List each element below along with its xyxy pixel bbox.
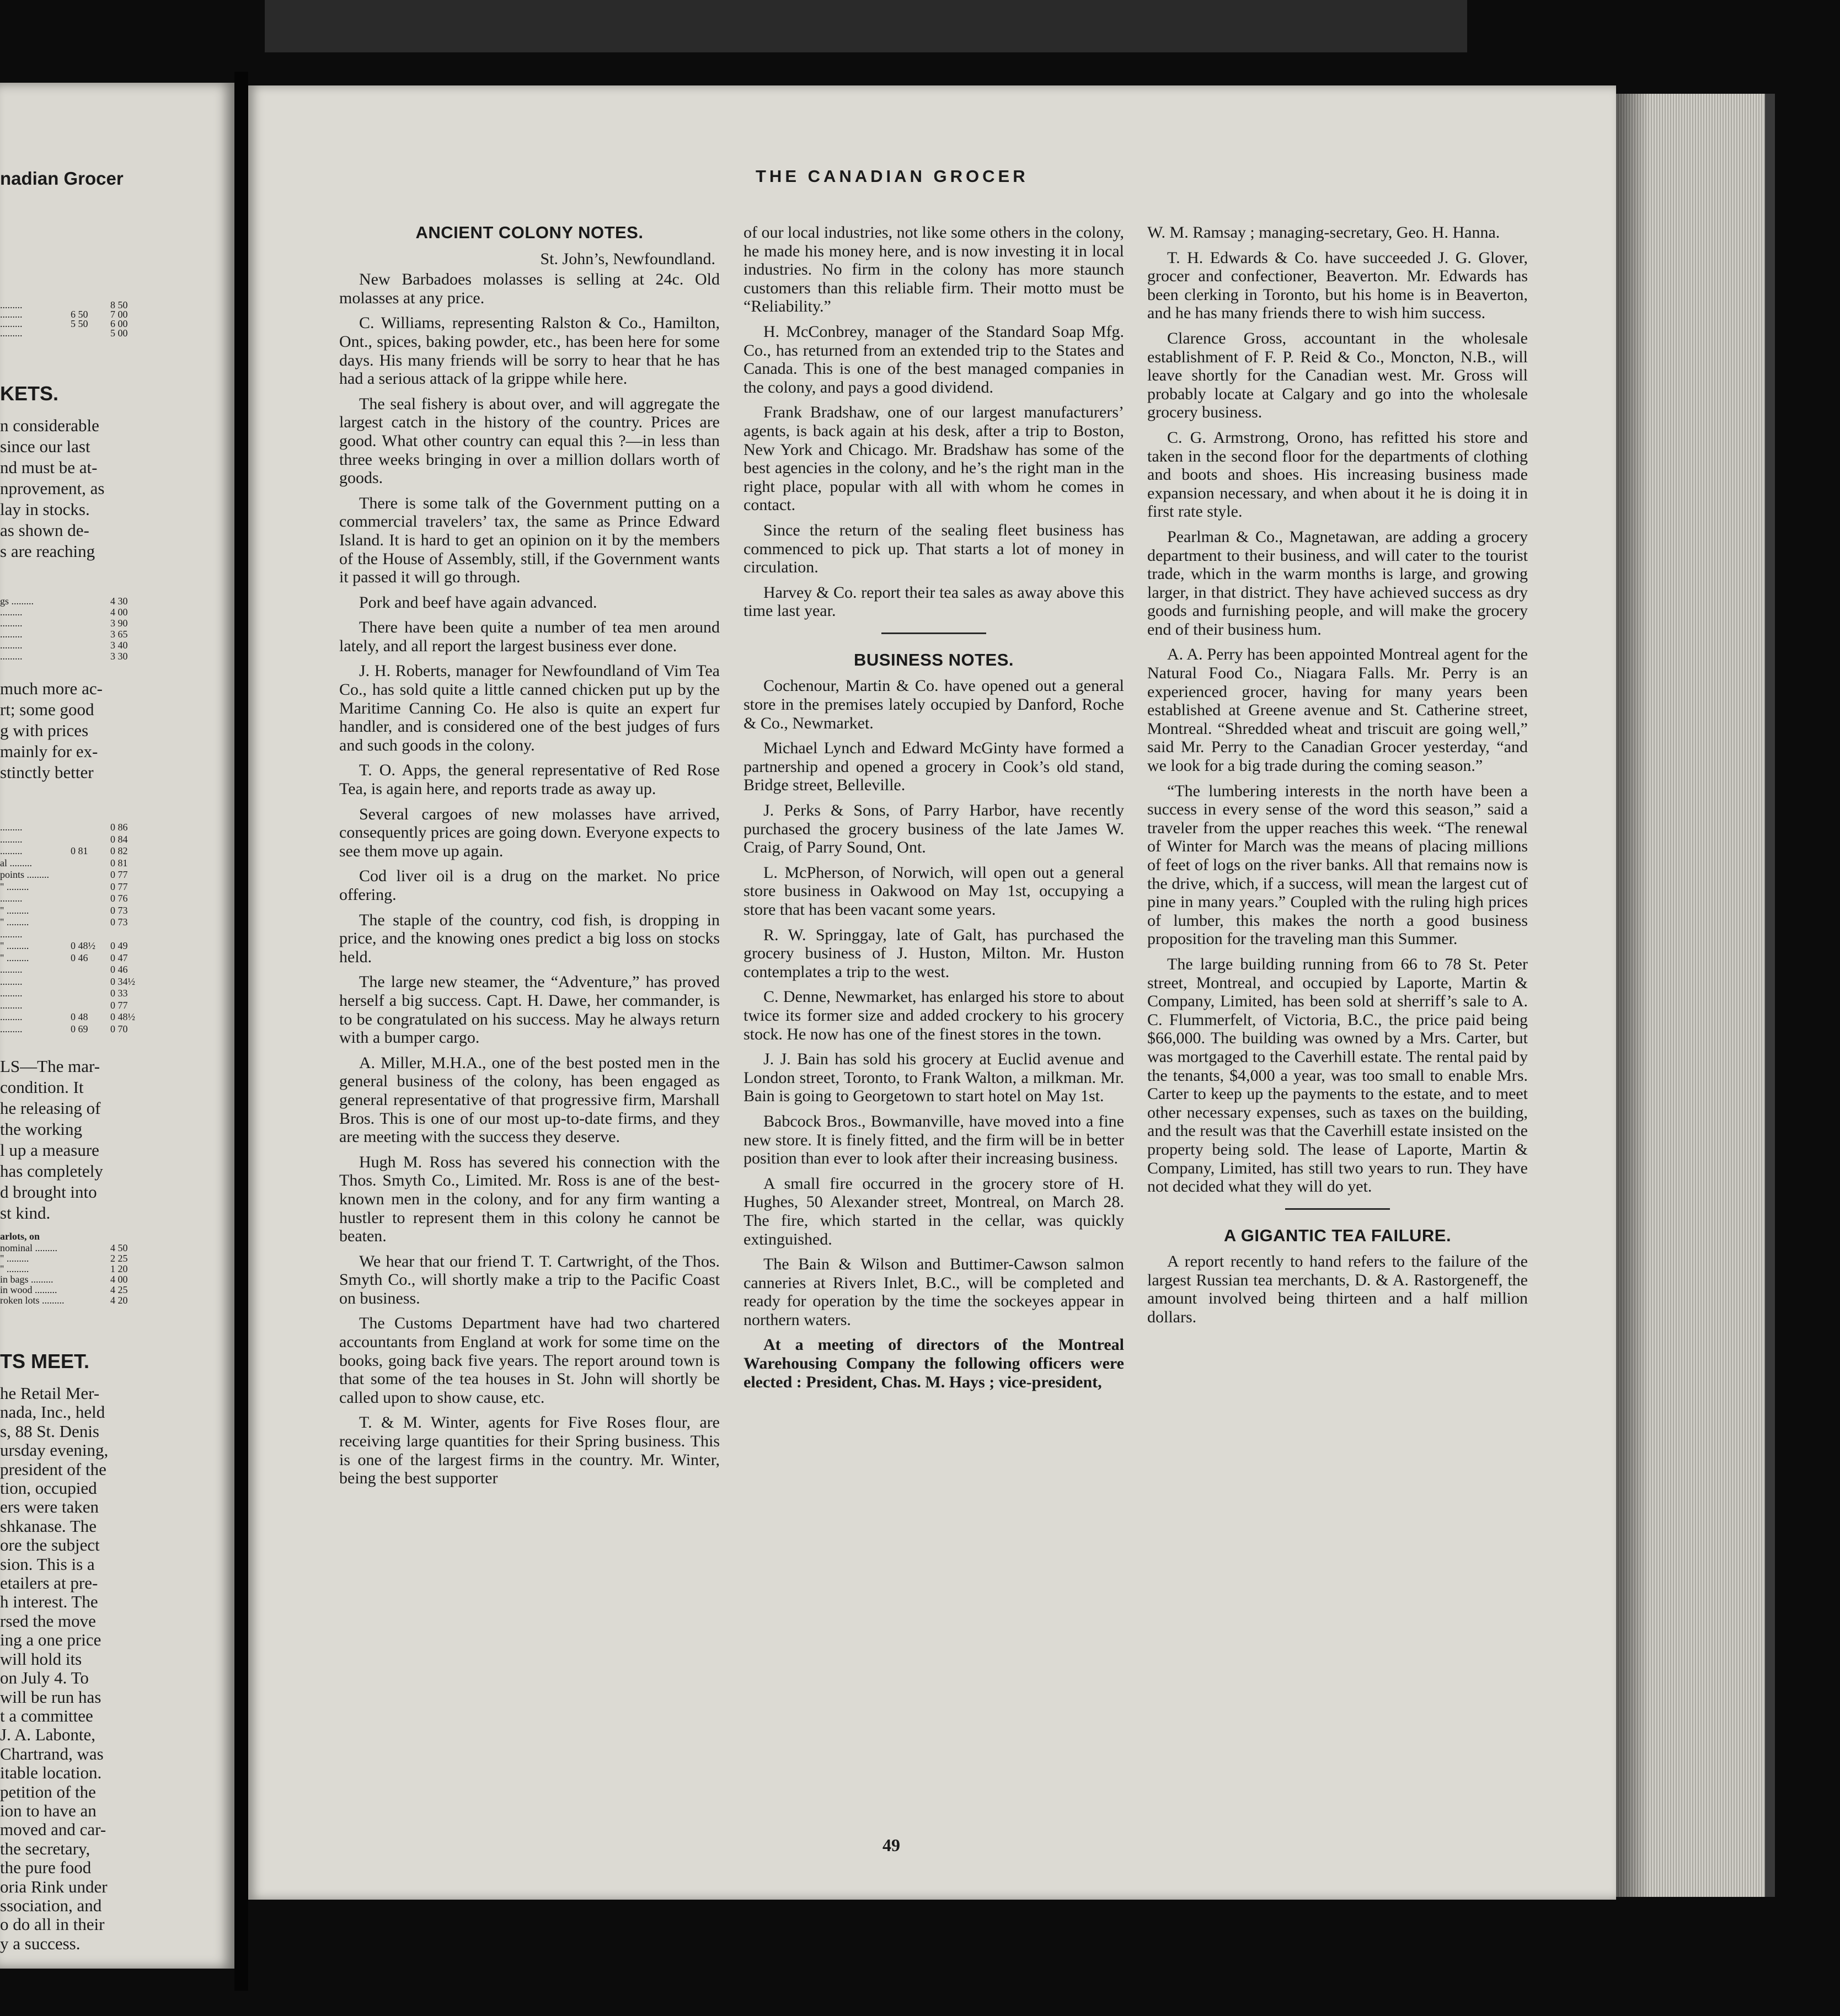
left-text-line: tion, occupied [0, 1479, 97, 1498]
price-value: 6 00 [110, 318, 128, 329]
article-paragraph: A. Miller, M.H.A., one of the best posted men in the general business of the colony, has been engaged as general representative of that progressive firm, Marshall Bros. This is one of our most up-to-date firms, and they are meeting with the success they deserve. [339, 1053, 720, 1146]
price-value [71, 329, 98, 338]
left-price-list-3 [0, 822, 232, 1035]
price-label: ......... [0, 318, 23, 329]
price-row [0, 1295, 232, 1306]
price-row [0, 834, 232, 846]
price-row [0, 893, 232, 905]
left-text-line: ssociation, and [0, 1896, 102, 1915]
price-label: ......... [0, 999, 23, 1011]
left-text-line: petition of the [0, 1782, 96, 1801]
price-value: 0 34½ [110, 975, 135, 987]
price-value: 3 30 [110, 651, 128, 662]
left-text-line: LS—The mar- [0, 1057, 100, 1076]
price-value [110, 929, 138, 941]
left-text-line: stinctly better [0, 763, 94, 782]
article-paragraph: C. Williams, representing Ralston & Co., Hamilton, Ont., spices, baking powder, etc., has been here for some days. His many friends will be sorry to hear that he has had a serious attack of la grippe while here. [339, 314, 720, 388]
price-label: ......... [0, 964, 23, 975]
article-paragraph: L. McPherson, of Norwich, will open out a general store business in Oakwood on May 1st, occupying a store that has been vacant some years. [744, 863, 1124, 919]
price-value [71, 988, 98, 1000]
price-label: ......... [0, 833, 23, 845]
price-row [0, 1011, 232, 1023]
price-value: 3 65 [110, 629, 128, 640]
price-value: 4 00 [110, 1274, 128, 1285]
price-value [71, 905, 98, 917]
left-text-line: since our last [0, 437, 90, 456]
section-heading: BUSINESS NOTES. [854, 650, 1014, 669]
left-text-line: has completely [0, 1161, 103, 1181]
article-paragraph: “The lumbering interests in the north have been a success in every sense of the word this season,” said a traveler from the upper reaches this week. “The renewal of Winter for March was the means of placing millions of feet of logs on the river banks. All that remains now is the drive, which, if a success, will mean the largest cut of pine in many years.” Coupled with the ruling high prices of lumber, this makes the north a good business proposition for the traveling man this Summer. [1147, 781, 1528, 948]
left-text-line: y a success. [0, 1934, 81, 1953]
price-value: 0 69 [71, 1023, 88, 1034]
left-text-line: he Retail Mer- [0, 1384, 100, 1403]
article-paragraph: The Bain & Wilson and Buttimer-Cawson salmon canneries at Rivers Inlet, B.C., will be completed and ready for operation by the time the sockeyes appear in northern waters. [744, 1255, 1124, 1329]
price-value: 0 73 [110, 916, 128, 927]
price-value: 3 40 [110, 640, 128, 651]
price-label: " ......... [0, 952, 29, 963]
section-heading: ANCIENT COLONY NOTES. [415, 223, 644, 242]
price-label: " ......... [0, 916, 29, 927]
price-label: " ......... [0, 904, 29, 916]
price-row [0, 952, 232, 964]
article-paragraph: C. G. Armstrong, Orono, has refitted his store and taken in the second floor for the departments of clothing and boots and shoes. His increasing business made expansion necessary, and when about it he is doing it in first rate style. [1147, 428, 1528, 521]
price-value [71, 651, 98, 662]
price-label: ......... [0, 1023, 23, 1034]
price-value: 0 81 [71, 845, 88, 856]
price-value: 0 49 [110, 940, 128, 951]
price-label: in wood ......... [0, 1284, 57, 1295]
left-text-line: oria Rink under [0, 1877, 108, 1896]
price-row [0, 881, 232, 893]
price-row [0, 940, 232, 952]
price-value: 0 48½ [71, 940, 95, 951]
price-value [71, 629, 98, 640]
price-value: 2 25 [110, 1253, 128, 1264]
price-label: al ......... [0, 857, 32, 868]
price-value: 0 86 [110, 822, 128, 833]
price-row [0, 916, 232, 929]
price-value [71, 607, 98, 618]
article-paragraph: Cod liver oil is a drug on the market. No price offering. [339, 867, 720, 904]
article-paragraph: T. O. Apps, the general representative of Red Rose Tea, is again here, and reports trade as away up. [339, 761, 720, 798]
book-gutter [234, 72, 248, 1991]
left-text-line: ing a one price [0, 1631, 101, 1650]
price-value [71, 834, 98, 846]
price-value [71, 1243, 98, 1253]
price-row [0, 329, 232, 338]
price-label: ......... [0, 640, 23, 651]
article-paragraph: J. H. Roberts, manager for Newfoundland of Vim Tea Co., has sold quite a little canned chicken put up by the Maritime Canning Co. He also is quite an expert fur handler, and is considered one of the best judges of furs and such goods in the colony. [339, 662, 720, 754]
price-value: 0 47 [110, 952, 128, 963]
column-3 [1147, 223, 1528, 1333]
article-paragraph: R. W. Springgay, late of Galt, has purchased the grocery business of J. Huston, Milton. Mr. Huston contemplates a trip to the west. [744, 925, 1124, 981]
price-row [0, 857, 232, 870]
price-value [71, 976, 98, 988]
price-value [71, 1264, 98, 1274]
page-edge-shadow [1616, 94, 1649, 1897]
price-row [0, 596, 232, 607]
article-paragraph: Frank Bradshaw, one of our largest manufacturers’ agents, is back again at his desk, after a trip to Boston, New York and Chicago. Mr. Bradshaw has some of the best agencies in the colony, and he’s the right man in the right place, popular with all with whom he comes in contact. [744, 403, 1124, 514]
price-label: ......... [0, 618, 23, 629]
price-row [0, 822, 232, 834]
article-paragraph: The large building running from 66 to 78 St. Peter street, Montreal, and occupied by Laporte, Martin & Company, Limited, has been sold at sherriff’s sale to A. C. Flummerfelt, of Victoria, B.C., the price paid being $66,000. The building was owned by a Mrs. Carter, but was mortgaged to the Caverhill estate. The rental paid by the tenants, $4,000 a year, was too small to enable Mrs. Carter to keep up the payments to the estate, and to meet other necessary expenses, such as taxes on the building, and the result was that the Caverhill estate insisted on the property being sold. The lease of Laporte, Martin & Company, Limited, has still two years to run. They have not decided what they will do yet. [1147, 955, 1528, 1196]
running-head: THE CANADIAN GROCER [756, 167, 1029, 186]
article-paragraph: W. M. Ramsay ; managing-secretary, Geo. H. Hanna. [1147, 223, 1500, 242]
article-paragraph: H. McConbrey, manager of the Standard Soap Mfg. Co., has returned from an extended trip to the States and Canada. This is one of the best managed companies in the colony, and pays a good dividend. [744, 322, 1124, 396]
left-text-line: president of the [0, 1460, 106, 1479]
article-paragraph: There is some talk of the Government putting on a commercial travelers’ tax, the same as Prince Edward Island. It is hard to get an opinion on it by the members of the House of Assembly, still, if the Government wants it passed it will go through. [339, 494, 720, 587]
article-paragraph: Michael Lynch and Edward McGinty have formed a partnership and opened a grocery in Cook’s old stand, Bridge street, Belleville. [744, 739, 1124, 795]
article-paragraph: New Barbadoes molasses is selling at 24c. Old molasses at any price. [339, 270, 720, 307]
price-row [0, 629, 232, 640]
price-value [71, 1253, 98, 1264]
price-value [71, 596, 98, 607]
article-paragraph: J. Perks & Sons, of Parry Harbor, have recently purchased the grocery business of the late James W. Craig, of Parry Sound, Ont. [744, 801, 1124, 857]
article-paragraph: T. & M. Winter, agents for Five Roses flour, are receiving large quantities for their Spring business. This is one of the largest firms in the country. Mr. Winter, being the best supporter [339, 1413, 720, 1488]
left-text-line: ion to have an [0, 1801, 97, 1820]
price-value [71, 916, 98, 929]
price-label: ......... [0, 988, 23, 999]
left-text-line: st kind. [0, 1203, 51, 1223]
price-row [0, 607, 232, 618]
price-label: points ......... [0, 869, 50, 880]
article-paragraph: The seal fishery is about over, and will aggregate the largest catch in the history of the country. Prices are good. What other country can equal this ?—in less than three weeks bringing in over a million dollars worth of goods. [339, 394, 720, 487]
price-value: 7 00 [110, 309, 128, 320]
left-text-line: l up a measure [0, 1140, 99, 1160]
left-text-line: etailers at pre- [0, 1574, 98, 1593]
left-text-line: as shown de- [0, 521, 89, 540]
price-label: in bags ......... [0, 1274, 54, 1285]
price-row [0, 1023, 232, 1036]
price-value [71, 857, 98, 870]
section-heading: A GIGANTIC TEA FAILURE. [1223, 1225, 1452, 1245]
left-text-line: moved and car- [0, 1820, 106, 1840]
price-value: 0 46 [110, 964, 128, 975]
price-row [0, 651, 232, 662]
left-text-line: rsed the move [0, 1611, 96, 1631]
price-value [71, 822, 98, 834]
price-value [71, 881, 98, 893]
price-label: " ......... [0, 1253, 29, 1264]
article-paragraph: A. A. Perry has been appointed Montreal agent for the Natural Food Co., Niagara Falls. Mr. Perry is an experienced grocer, having for many years been established at Greene avenue and St. Catherine street, Montreal. “Shredded wheat and triscuit are going well,” said Mr. Perry to the Canadian Grocer yesterday, “and we look for a big trade during the coming season.” [1147, 645, 1528, 775]
dateline: St. John’s, Newfoundland. [540, 249, 715, 268]
article-paragraph: Babcock Bros., Bowmanville, have moved into a fine new store. It is finely fitted, and the firm will be in better position than ever to look after their increasing business. [744, 1112, 1124, 1168]
price-value: 0 77 [110, 881, 128, 892]
price-label: ......... [0, 629, 23, 640]
price-row [0, 976, 232, 988]
article-paragraph: Cochenour, Martin & Co. have opened out a general store in the premises lately occupied by Danford, Roche & Co., Newmarket. [744, 677, 1124, 732]
price-row [0, 1264, 232, 1274]
price-label: " ......... [0, 940, 29, 951]
left-text-line: ursday evening, [0, 1441, 109, 1460]
price-value: 0 84 [110, 833, 128, 845]
left-text-line: h interest. The [0, 1593, 98, 1612]
left-heading-markets: KETS. [0, 382, 59, 405]
price-label: ......... [0, 822, 23, 833]
price-value: 0 81 [110, 857, 128, 868]
left-price-head-4: arlots, on [0, 1231, 40, 1242]
left-para-2 [0, 678, 232, 783]
price-value: 0 48 [71, 1011, 88, 1022]
price-row [0, 1253, 232, 1264]
price-value: 4 25 [110, 1284, 128, 1295]
left-text-line: g with prices [0, 721, 89, 740]
price-row [0, 845, 232, 857]
article-paragraph: Clarence Gross, accountant in the wholesale establishment of F. P. Reid & Co., Moncton, N.B., will leave shortly for the Canadian west. Mr. Gross will probably locate at Calgary and go into the wholesale grocery business. [1147, 329, 1528, 422]
left-text-line: rt; some good [0, 700, 94, 719]
left-price-list-4 [0, 1243, 232, 1306]
price-value: 4 50 [110, 1242, 128, 1253]
left-text-line: J. A. Labonte, [0, 1725, 96, 1745]
article-paragraph: Several cargoes of new molasses have arrived, consequently prices are going down. Everyone expects to see them move up again. [339, 805, 720, 860]
price-value: 6 50 [71, 309, 88, 320]
price-value: 1 20 [110, 1263, 128, 1274]
price-label: ......... [0, 893, 23, 904]
price-row [0, 618, 232, 629]
price-row [0, 964, 232, 976]
price-row [0, 988, 232, 1000]
left-text-line: nprovement, as [0, 479, 105, 498]
price-value: 3 90 [110, 618, 128, 629]
left-price-list-2 [0, 596, 232, 662]
price-row [0, 1243, 232, 1253]
left-heading-meet: TS MEET. [0, 1350, 90, 1372]
price-value [71, 1274, 98, 1285]
left-text-line: t a committee [0, 1706, 93, 1725]
price-label: ......... [0, 607, 23, 618]
price-value: 4 30 [110, 596, 128, 607]
article-paragraph: Since the return of the sealing fleet business has commenced to pick up. That starts a lot of money in circulation. [744, 521, 1124, 577]
price-value: 0 48½ [110, 1011, 135, 1022]
article-paragraph: Pork and beef have again advanced. [359, 593, 597, 612]
article-paragraph: Harvey & Co. report their tea sales as away above this time last year. [744, 583, 1124, 620]
left-text-line: the pure food [0, 1858, 92, 1878]
price-value: 0 46 [71, 952, 88, 963]
column-2 [744, 223, 1124, 1398]
left-price-list-top [0, 301, 232, 338]
article-paragraph: A report recently to hand refers to the failure of the largest Russian tea merchants, D. & A. Rastorgeneff, the amount involved being thirteen and a half million dollars. [1147, 1252, 1528, 1327]
price-value: 4 00 [110, 607, 128, 618]
article-paragraph: C. Denne, Newmarket, has enlarged his store to about twice its former size and added crockery to his grocery stock. He now has one of the finest stores in the town. [744, 988, 1124, 1043]
article-paragraph: The Customs Department have had two chartered accountants from England at work for some time on the books, going back five years. The report around town is that some of the tea houses in St. John will shortly be called upon to show cause, etc. [339, 1314, 720, 1407]
article-paragraph: There have been quite a number of tea men around lately, and all report the largest business ever done. [339, 618, 720, 655]
article-paragraph: Pearlman & Co., Magnetawan, are adding a grocery department to their business, and will cater to the tourist trade, which in the warm months is large, and growing larger, in that district. They have achieved success as dry goods and furnishing people, and will make the grocery end of their business hum. [1147, 527, 1528, 639]
price-label: ......... [0, 1011, 23, 1022]
price-label: gs ......... [0, 596, 34, 607]
price-row [0, 1285, 232, 1295]
price-label: nominal ......... [0, 1242, 57, 1253]
section-divider [881, 632, 986, 634]
left-para-1 [0, 415, 232, 562]
price-value: 4 20 [110, 1295, 128, 1306]
left-text-line: he releasing of [0, 1098, 101, 1118]
price-row [0, 1000, 232, 1012]
left-text-line: nada, Inc., held [0, 1403, 105, 1422]
price-label: ......... [0, 975, 23, 987]
price-label: ......... [0, 309, 23, 320]
price-value: 0 77 [110, 999, 128, 1011]
article-paragraph: The staple of the country, cod fish, is dropping in price, and the knowing ones predict a big loss on stocks held. [339, 910, 720, 966]
price-value [71, 640, 98, 651]
price-value [71, 618, 98, 629]
article-paragraph: At a meeting of directors of the Montreal Warehousing Company the following officers were elected : President, Chas. M. Hays ; vice-president, [744, 1336, 1124, 1391]
article-paragraph: T. H. Edwards & Co. have succeeded J. G. Glover, grocer and confectioner, Beaverton. Mr. Edwards has been clerking in Toronto, but his home is in Beaverton, and he has many friends there to wish him success. [1147, 248, 1528, 323]
price-row [0, 1274, 232, 1285]
left-text-line: sion. This is a [0, 1554, 95, 1574]
price-label: " ......... [0, 881, 29, 892]
price-value: 5 50 [71, 318, 88, 329]
left-text-line: n considerable [0, 416, 99, 435]
article-paragraph: The large new steamer, the “Adventure,” has proved herself a big success. Capt. H. Dawe, her commander, is to be congratulated on his success. May he always return with a bumper cargo. [339, 973, 720, 1047]
article-paragraph: J. J. Bain has sold his grocery at Euclid avenue and London street, Toronto, to Frank Walton, a milkman. Mr. Bain is going to Georgetown to start hotel on May 1st. [744, 1050, 1124, 1106]
page-number: 49 [882, 1835, 900, 1855]
left-text-line: condition. It [0, 1077, 84, 1097]
article-paragraph: of our local industries, not like some others in the colony, he made his money here, and is now investing it in local industries. No firm in the colony has more staunch customers than this reliable firm. Their motto must be “Reliability.” [744, 223, 1124, 316]
price-value [71, 1285, 98, 1295]
price-value [71, 869, 98, 881]
price-value: 0 73 [110, 904, 128, 916]
price-value: 0 77 [110, 869, 128, 880]
price-value [71, 964, 98, 976]
left-text-line: ers were taken [0, 1498, 99, 1517]
article-paragraph: We hear that our friend T. T. Cartwright, of the Thos. Smyth Co., will shortly make a trip to the Pacific Coast on business. [339, 1252, 720, 1307]
price-value: 0 76 [110, 893, 128, 904]
article-paragraph: Hugh M. Ross has severed his connection with the Thos. Smyth Co., Limited. Mr. Ross is ane of the best-known men in the colony, and for any firm wanting a hustler to represent them in this colony he cannot be beaten. [339, 1152, 720, 1246]
left-text-line: will be run has [0, 1687, 101, 1707]
price-row [0, 869, 232, 881]
left-text-line: on July 4. To [0, 1669, 89, 1688]
price-label: roken lots ......... [0, 1295, 65, 1306]
price-value: 0 70 [110, 1023, 128, 1034]
price-value [71, 1000, 98, 1012]
left-text-line: s, 88 St. Denis [0, 1422, 99, 1441]
left-text-line: ore the subject [0, 1536, 100, 1555]
left-text-line: mainly for ex- [0, 742, 98, 761]
price-value [71, 929, 98, 941]
price-label: ......... [0, 299, 23, 310]
scan-top-shadow [265, 0, 1467, 52]
price-value: 5 00 [110, 328, 128, 339]
left-text-line: d brought into [0, 1182, 97, 1202]
left-text-line: shkanase. The [0, 1516, 97, 1536]
left-text-line: lay in stocks. [0, 500, 90, 519]
left-text-line: much more ac- [0, 679, 103, 698]
left-text-line: s are reaching [0, 541, 95, 561]
left-para-4 [0, 1384, 232, 1953]
price-label: ......... [0, 845, 23, 856]
left-running-head: nadian Grocer [0, 168, 124, 189]
left-text-line: will hold its [0, 1649, 82, 1669]
left-para-3 [0, 1056, 232, 1224]
price-value [71, 1295, 98, 1306]
price-value [71, 893, 98, 905]
price-label: ......... [0, 928, 23, 940]
left-text-line: the working [0, 1119, 82, 1139]
article-paragraph: A small fire occurred in the grocery store of H. Hughes, 50 Alexander street, Montreal, on March 28. The fire, which started in the cellar, was quickly extinguished. [744, 1174, 1124, 1248]
left-text-line: itable location. [0, 1763, 102, 1783]
section-divider [1285, 1208, 1390, 1210]
left-text-line: o do all in their [0, 1915, 105, 1934]
left-text-line: Chartrand, was [0, 1744, 104, 1763]
left-text-line: nd must be at- [0, 458, 98, 477]
price-label: ......... [0, 651, 23, 662]
left-text-line: the secretary, [0, 1839, 90, 1858]
price-label: ......... [0, 328, 23, 339]
price-row [0, 905, 232, 917]
price-value: 0 33 [110, 988, 128, 999]
price-value: 8 50 [110, 299, 128, 310]
left-page-fragment [0, 83, 234, 1969]
price-row [0, 929, 232, 941]
price-label: " ......... [0, 1263, 29, 1274]
price-value: 0 82 [110, 845, 128, 856]
column-1 [339, 223, 720, 1494]
price-row [0, 640, 232, 651]
